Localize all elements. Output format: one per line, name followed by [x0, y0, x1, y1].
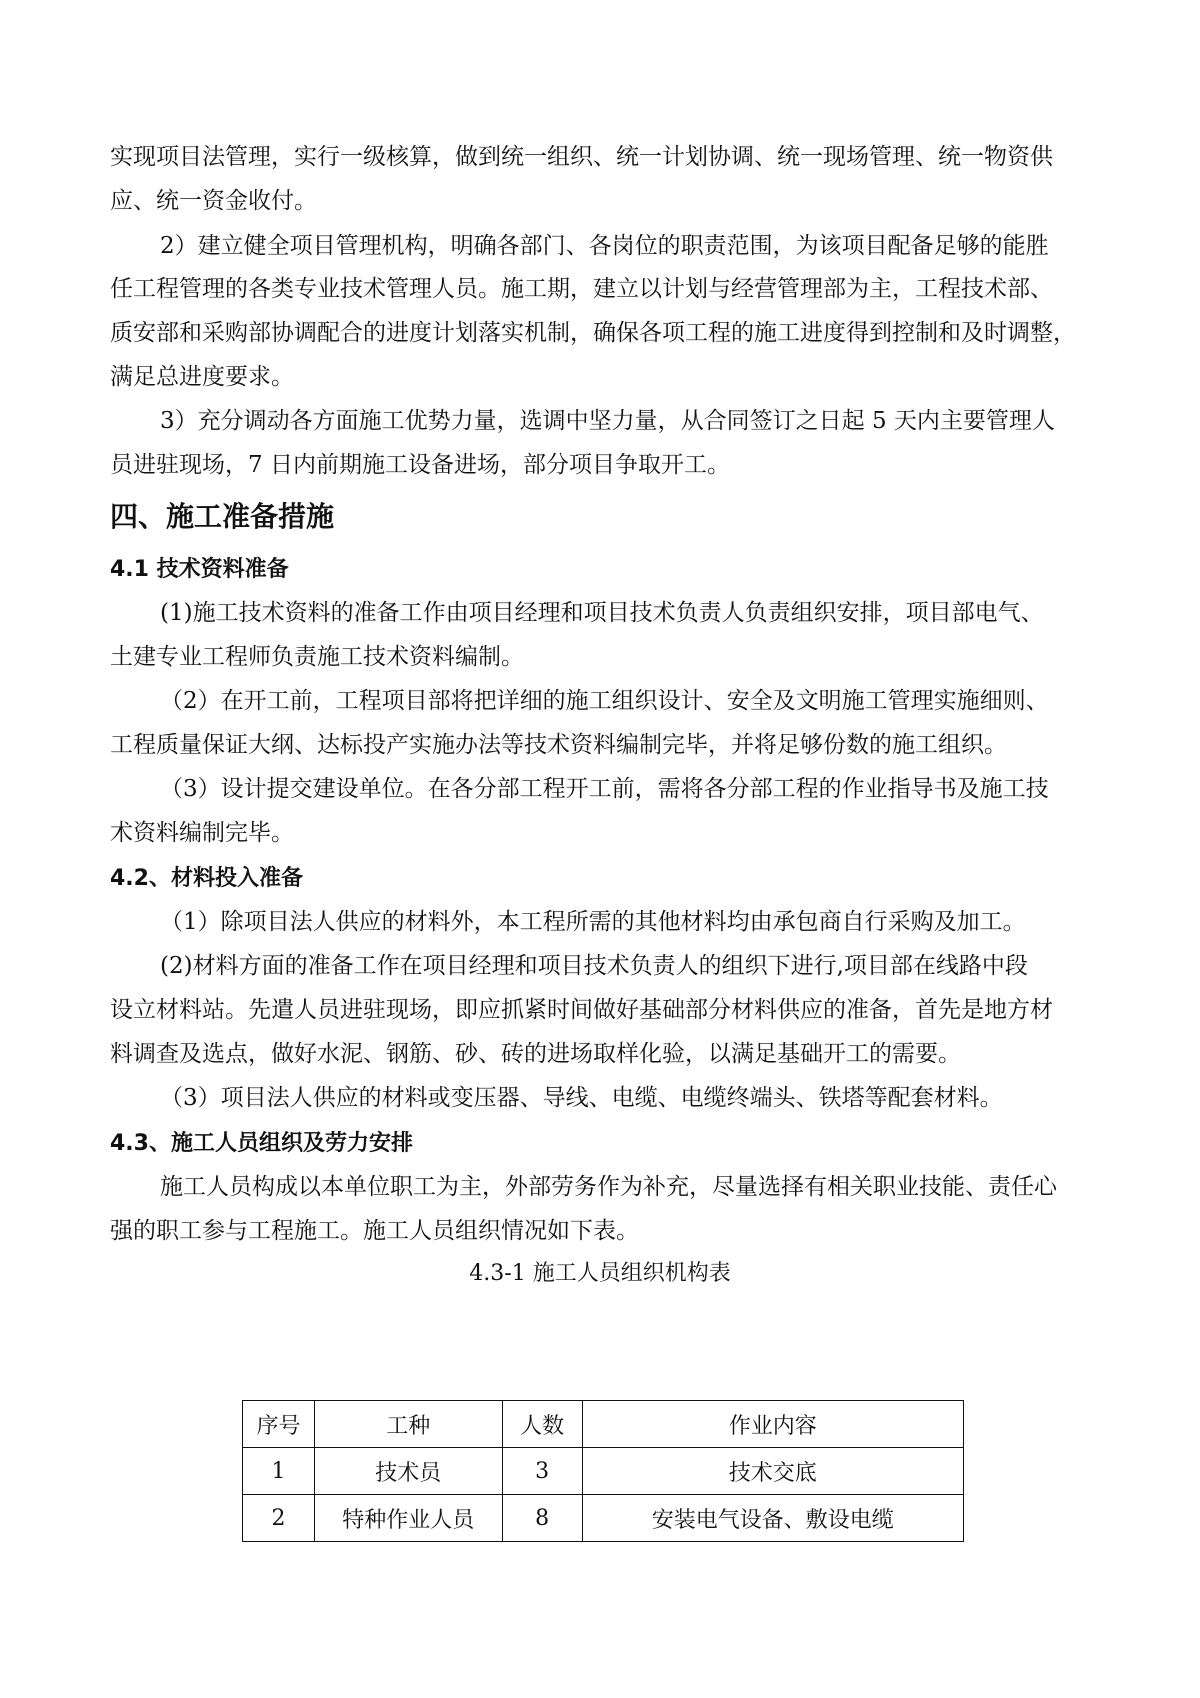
- table-cell: 技术交底: [582, 1448, 963, 1495]
- table-cell: 特种作业人员: [314, 1495, 502, 1542]
- staff-organization-table: [242, 1400, 964, 1542]
- subsection-heading: 4.3、施工人员组织及劳力安排: [110, 1131, 413, 1156]
- table-row: [243, 1448, 964, 1495]
- subsection-heading: 4.1 技术资料准备: [110, 557, 289, 582]
- paragraph-line: (1)施工技术资料的准备工作由项目经理和项目技术负责人负责组织安排，项目部电气、: [160, 600, 1044, 626]
- paragraph-line: 员进驻现场，7 日内前期施工设备进场，部分项目争取开工。: [110, 452, 730, 478]
- paragraph-line: (2)材料方面的准备工作在项目经理和项目技术负责人的组织下进行,项目部在线路中段: [160, 953, 1028, 979]
- paragraph-line: 应、统一资金收付。: [110, 188, 317, 214]
- paragraph-line: （2）在开工前，工程项目部将把详细的施工组织设计、安全及文明施工管理实施细则、: [160, 688, 1049, 714]
- table-caption: 4.3-1 施工人员组织机构表: [469, 1261, 731, 1286]
- paragraph-line: 强的职工参与工程施工。施工人员组织情况如下表。: [110, 1218, 639, 1244]
- paragraph-line: 实现项目法管理，实行一级核算，做到统一组织、统一计划协调、统一现场管理、统一物资供: [110, 144, 1053, 170]
- table-cell: 3: [502, 1448, 582, 1495]
- column-header: 序号: [243, 1401, 315, 1448]
- paragraph-line: 任工程管理的各类专业技术管理人员。施工期，建立以计划与经营管理部为主，工程技术部、: [110, 276, 1053, 302]
- paragraph-line: 料调查及选点，做好水泥、钢筋、砂、砖的进场取样化验，以满足基础开工的需要。: [110, 1041, 961, 1067]
- paragraph-line: （3）项目法人供应的材料或变压器、导线、电缆、电缆终端头、铁塔等配套材料。: [160, 1085, 1003, 1111]
- column-header: 工种: [314, 1401, 502, 1448]
- paragraph-line: （1）除项目法人供应的材料外，本工程所需的其他材料均由承包商自行采购及加工。: [160, 909, 1026, 935]
- paragraph-line: 工程质量保证大纲、达标投产实施办法等技术资料编制完毕，并将足够份数的施工组织。: [110, 732, 1007, 758]
- paragraph-line: 设立材料站。先遣人员进驻现场，即应抓紧时间做好基础部分材料供应的准备，首先是地方材: [110, 997, 1053, 1023]
- paragraph-line: 施工人员构成以本单位职工为主，外部劳务作为补充，尽量选择有相关职业技能、责任心: [160, 1174, 1057, 1200]
- table-cell: 8: [502, 1495, 582, 1542]
- column-header: 人数: [502, 1401, 582, 1448]
- section-heading: 四、施工准备措施: [110, 500, 335, 533]
- table-row: [243, 1495, 964, 1542]
- paragraph-line: 2）建立健全项目管理机构，明确各部门、各岗位的职责范围，为该项目配备足够的能胜: [160, 233, 1049, 259]
- table-cell: 1: [243, 1448, 315, 1495]
- table-header-row: [243, 1401, 964, 1448]
- table-cell: 技术员: [314, 1448, 502, 1495]
- paragraph-line: 土建专业工程师负责施工技术资料编制。: [110, 644, 524, 670]
- subsection-heading: 4.2、材料投入准备: [110, 866, 303, 891]
- paragraph-line: 术资料编制完毕。: [110, 820, 294, 846]
- table-cell: 2: [243, 1495, 315, 1542]
- paragraph-line: 3）充分调动各方面施工优势力量，选调中坚力量，从合同签订之日起 5 天内主要管理人: [160, 408, 1055, 434]
- paragraph-line: 质安部和采购部协调配合的进度计划落实机制，确保各项工程的施工进度得到控制和及时调整，: [110, 320, 1076, 346]
- table-cell: 安装电气设备、敷设电缆: [582, 1495, 963, 1542]
- column-header: 作业内容: [582, 1401, 963, 1448]
- paragraph-line: 满足总进度要求。: [110, 364, 294, 390]
- paragraph-line: （3）设计提交建设单位。在各分部工程开工前，需将各分部工程的作业指导书及施工技: [160, 776, 1049, 802]
